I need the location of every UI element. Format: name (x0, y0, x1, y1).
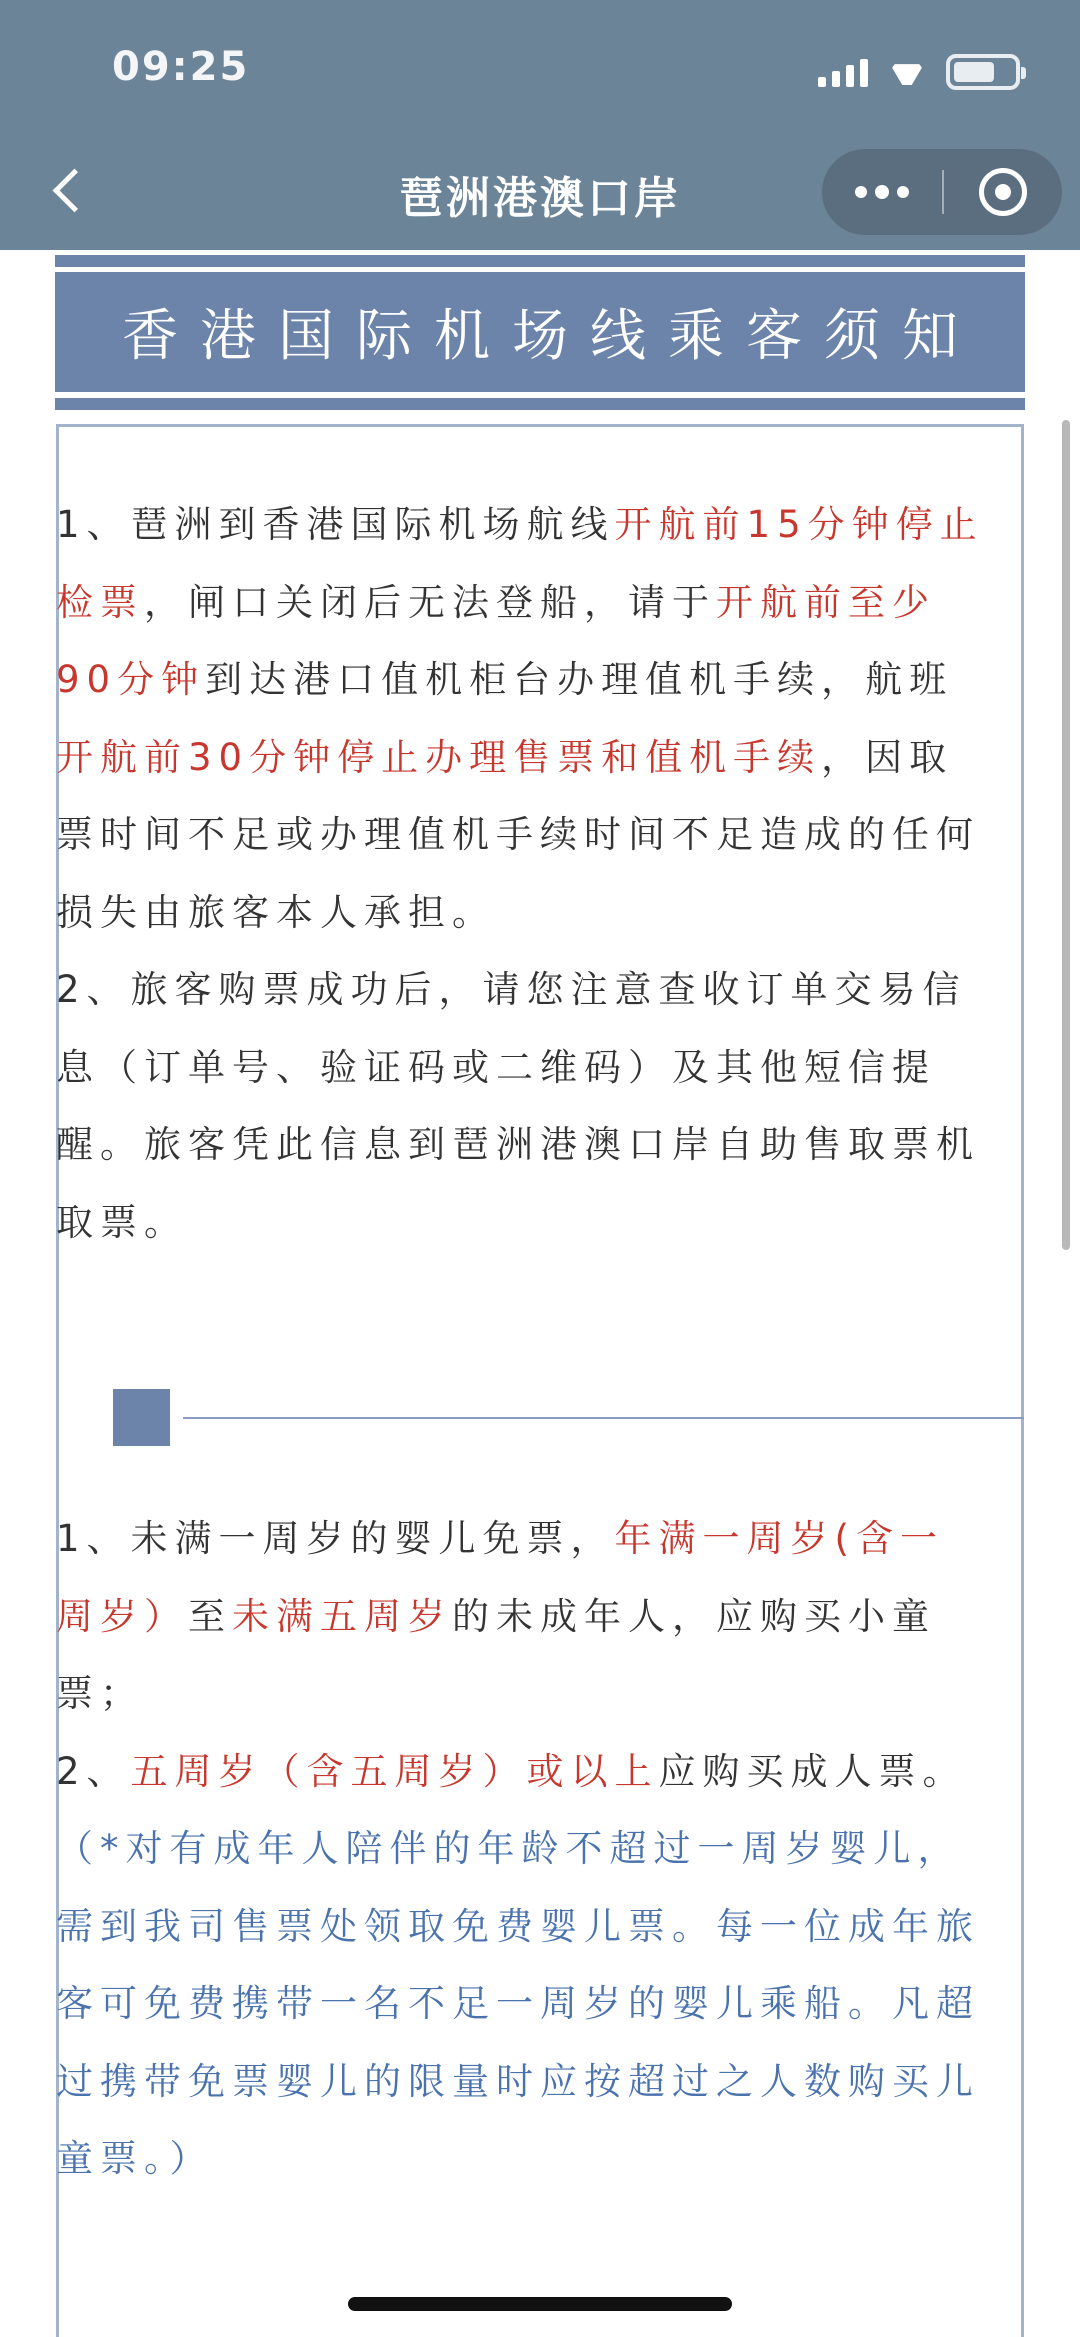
status-time: 09:25 (112, 44, 250, 90)
section1-run: ，闸口关闭后无法登船，请于 (144, 580, 716, 624)
section2-run: 应购买成人票。 (658, 1749, 967, 1793)
banner-stripe-top (55, 255, 1025, 267)
section2-run: 五周岁（含五周岁）或以上 (130, 1749, 659, 1793)
scrollbar[interactable] (1062, 420, 1070, 1250)
section2-run: （*对有成年人陪伴的年龄不超过一周岁婴儿，需到我司售票处领取免费婴儿票。每一位成年旅客可免费携带一名不足一周岁的婴儿乘船。凡超过携带免票婴儿的限量时应按超过之人数购买儿童票。） (56, 1827, 980, 2180)
section2-run: 的未成年人，应购买小童票； (56, 1594, 936, 1715)
target-close-icon[interactable] (944, 149, 1062, 235)
boarding-notice-text (56, 486, 986, 1261)
section1-run: 1、琶洲到香港国际机场航线 (56, 503, 615, 546)
more-dots-icon[interactable] (822, 149, 942, 235)
wifi-icon (890, 59, 924, 85)
section1-run: 开航前30分钟停止办理售票和值机手续 (56, 735, 822, 779)
banner-stripe-bottom (55, 398, 1025, 410)
section2-run: 年满一周岁(含一周岁） (56, 1517, 944, 1638)
section1-run: 开航前15分钟停止检票 (56, 503, 984, 624)
section2-run: 至 (188, 1594, 232, 1638)
section2-run: 未满五周岁 (232, 1594, 452, 1638)
section-divider (183, 1417, 1024, 1419)
mini-program-capsule (822, 149, 1062, 235)
section-marker (113, 1389, 170, 1446)
section2-run: 1、未满一周岁的婴儿免票， (56, 1517, 615, 1560)
top-bar (0, 0, 1080, 250)
section1-run: 到达港口值机柜台办理值机手续，航班 (205, 658, 954, 701)
ticket-rules-text (56, 1500, 986, 2198)
battery-icon (946, 54, 1020, 90)
section2-run: 2、 (56, 1749, 131, 1793)
section1-run: 开航前至少90分钟 (56, 580, 936, 701)
notice-banner (55, 272, 1025, 392)
page-title: 琶洲港澳口岸 (399, 173, 681, 224)
home-indicator[interactable] (348, 2297, 732, 2311)
status-icons (818, 50, 1020, 94)
section1-run: ，因取票时间不足或办理值机手续时间不足造成的任何损失由旅客本人承担。 (56, 735, 980, 934)
section1-run: 2、旅客购票成功后，请您注意查收订单交易信息（订单号、验证码或二维码）及其他短信提醒。旅客凭此信息到琶洲港澳口岸自助售取票机取票。 (56, 968, 980, 1244)
banner-title: 香港国际机场线乘客须知 (122, 304, 980, 369)
signal-icon (818, 57, 868, 87)
